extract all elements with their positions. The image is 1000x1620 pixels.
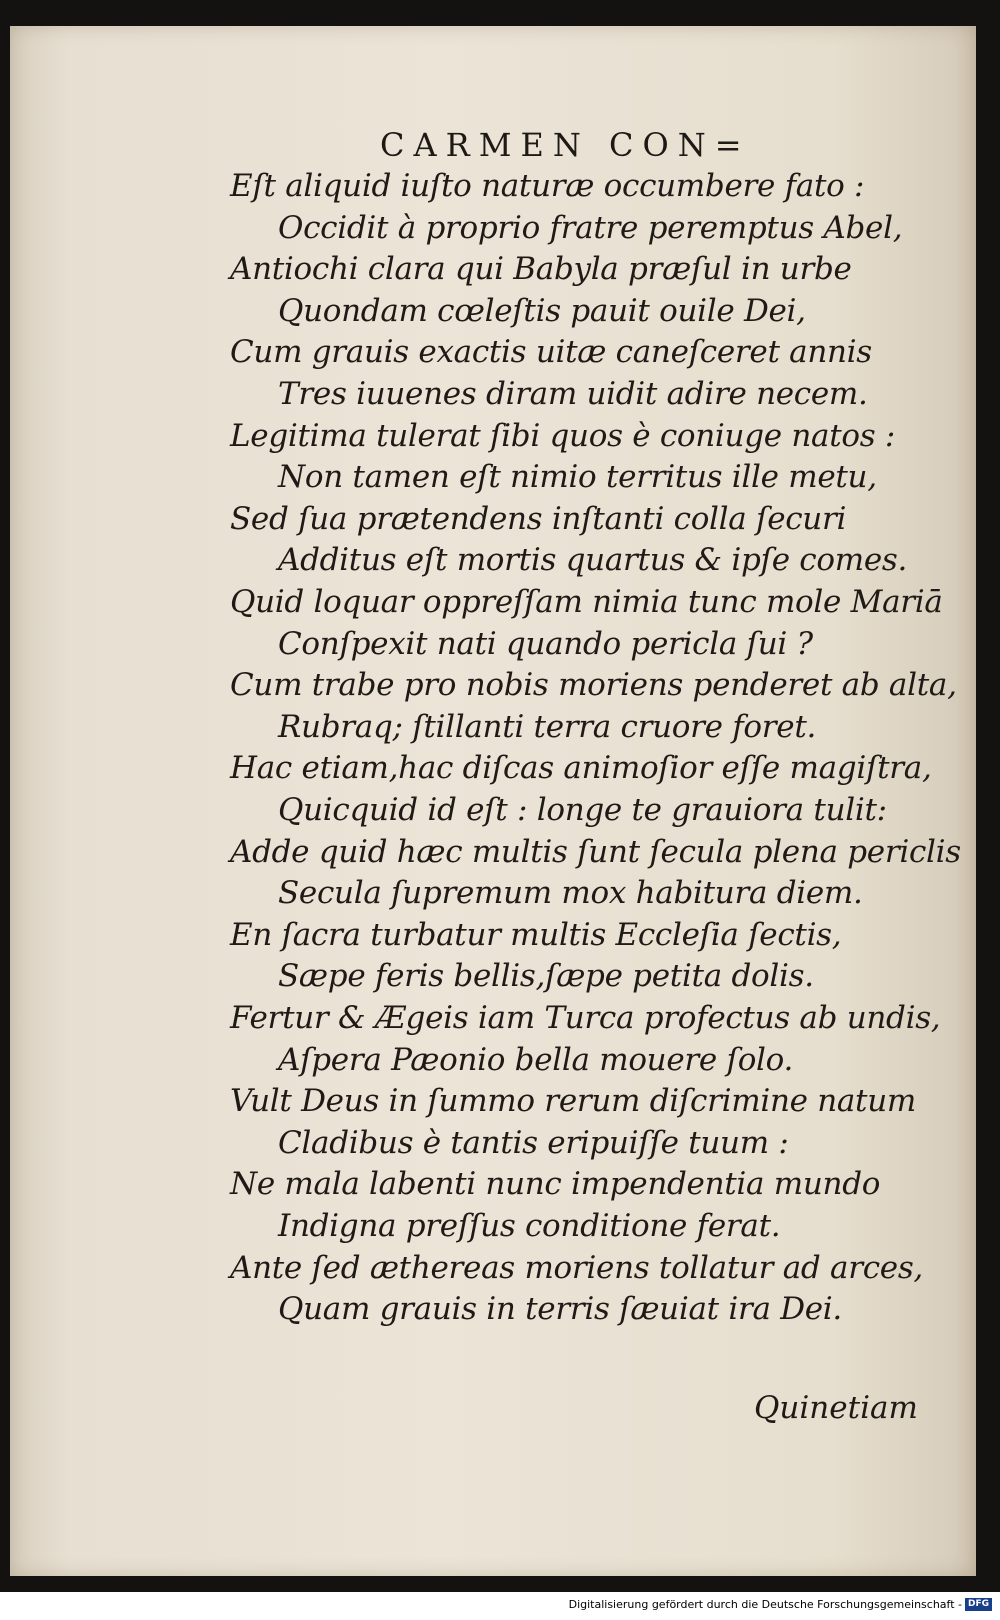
verse-line: Ante ſed æthereas moriens tollatur ad arces,	[230, 1249, 923, 1286]
verse-line: Cum grauis exactis uitæ caneſceret annis	[230, 334, 872, 371]
verse-line: Tres iuuenes diram uidit adire necem.	[278, 376, 868, 412]
verse-line: Hac etiam,hac diſcas animoſior eſſe magiſtra,	[230, 750, 932, 787]
verse-line: Legitima tulerat ſibi quos è coniuge natos :	[230, 417, 896, 454]
verse-line: Quondam cœleſtis pauit ouile Dei,	[278, 292, 806, 329]
verse-line: En ſacra turbatur multis Eccleſia ſectis,	[230, 916, 842, 953]
verse-line: Sed ſua prætendens inſtanti colla ſecuri	[230, 500, 847, 537]
verse-line: Aſpera Pæonio bella mouere ſolo.	[278, 1041, 794, 1078]
dfg-logo: DFG	[965, 1598, 992, 1611]
verse-line: Sæpe feris bellis,ſæpe petita dolis.	[278, 958, 814, 995]
verse-line: Occidit à proprio fratre peremptus Abel,	[278, 209, 903, 246]
verse-line: Ne mala labenti nunc impendentia mundo	[230, 1166, 881, 1203]
credit-text: Digitalisierung gefördert durch die Deutsche Forschungsgemeinschaft -	[568, 1598, 962, 1611]
verse-line: Rubraq; ſtillanti terra cruore foret.	[278, 708, 817, 745]
verse-line: Indigna preſſus conditione ferat.	[278, 1208, 781, 1244]
verse-line: Cladibus è tantis eripuiſſe tuum :	[278, 1124, 789, 1161]
verse-line: Secula ſupremum mox habitura diem.	[278, 875, 863, 912]
verse-line: Conſpexit nati quando pericla ſui ?	[278, 625, 813, 662]
catchword: Quinetiam	[754, 1390, 918, 1426]
verse-line: Quicquid id eſt : longe te grauiora tulit:	[278, 792, 887, 828]
verse-line: Cum trabe pro nobis moriens penderet ab alta,	[230, 667, 957, 704]
verse-line: Antiochi clara qui Babyla præſul in urbe	[230, 251, 852, 288]
verse-line: Fertur & Ægeis iam Turca profectus ab undis,	[230, 1000, 941, 1036]
digitization-credit	[569, 1598, 992, 1611]
verse-line: Additus eſt mortis quartus & ipſe comes.	[278, 542, 908, 579]
verse-line: Non tamen eſt nimio territus ille metu,	[278, 459, 877, 496]
verse-line: Quam grauis in terris ſæuiat ira Dei.	[278, 1291, 842, 1328]
verse-line: Adde quid hæc multis ſunt ſecula plena periclis	[230, 833, 961, 870]
verse-line: Eſt aliquid iuſto naturæ occumbere fato :	[230, 168, 865, 204]
verse-line: Quid loquar oppreſſam nimia tunc mole Mariā	[230, 584, 943, 620]
poem-text	[10, 26, 976, 1576]
running-head: CARMEN CON=	[380, 126, 751, 164]
verse-line: Vult Deus in ſummo rerum diſcrimine natum	[230, 1083, 916, 1120]
book-page	[10, 26, 976, 1576]
